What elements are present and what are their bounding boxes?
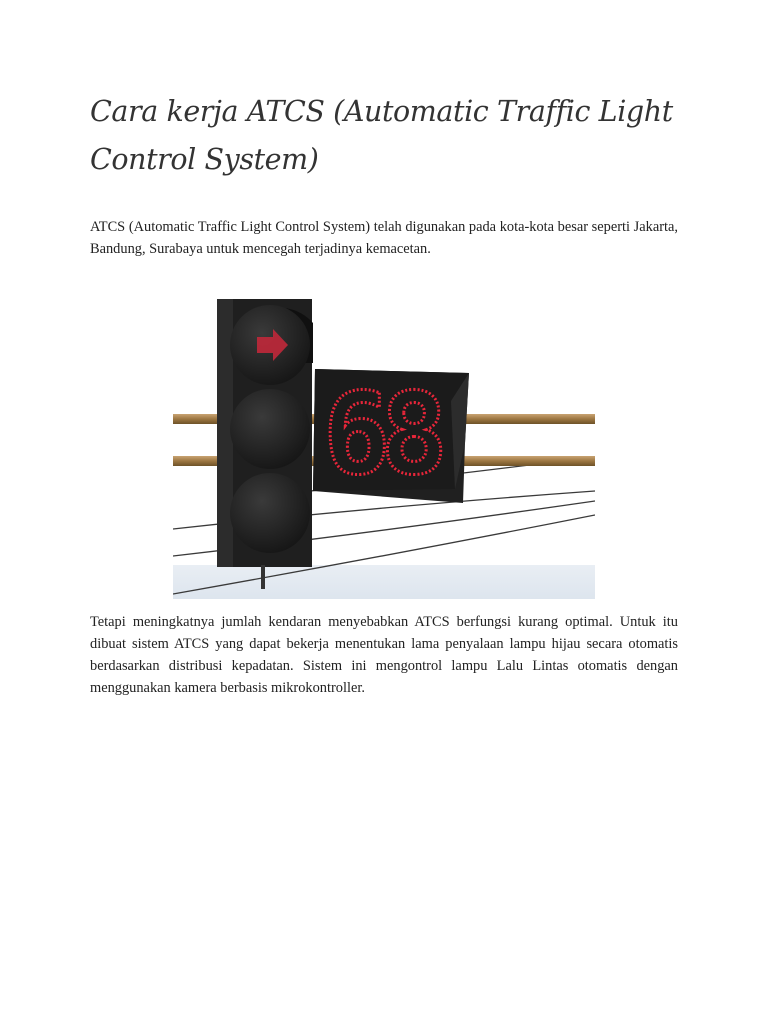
traffic-light-photo xyxy=(173,293,595,599)
building-edge xyxy=(173,565,595,599)
paragraph-intro: ATCS (Automatic Traffic Light Control System) telah digunakan pada kota-kota besar seperti Jakarta, Bandung, Surabaya untuk mencegah terjadinya kemacetan. xyxy=(90,219,678,257)
document-page xyxy=(90,88,678,696)
page-title: Cara kerja ATCS (Automatic Traffic Light Control System) xyxy=(90,95,673,176)
paragraph-body: Tetapi meningkatnya jumlah kendaran menyebabkan ATCS berfungsi kurang optimal. Untuk itu dibuat sistem ATCS yang dapat bekerja menentukan lama penyalaan lampu hijau secara otomatis berdasarkan distribusi kepadatan. Sistem ini mengontrol lampu Lalu Lintas otomatis dengan menggunakan kamera berbasis mikrokontroller. xyxy=(90,614,678,696)
countdown-digits: 68 xyxy=(323,370,438,500)
traffic-light-housing xyxy=(217,299,313,589)
countdown-display xyxy=(313,369,469,503)
